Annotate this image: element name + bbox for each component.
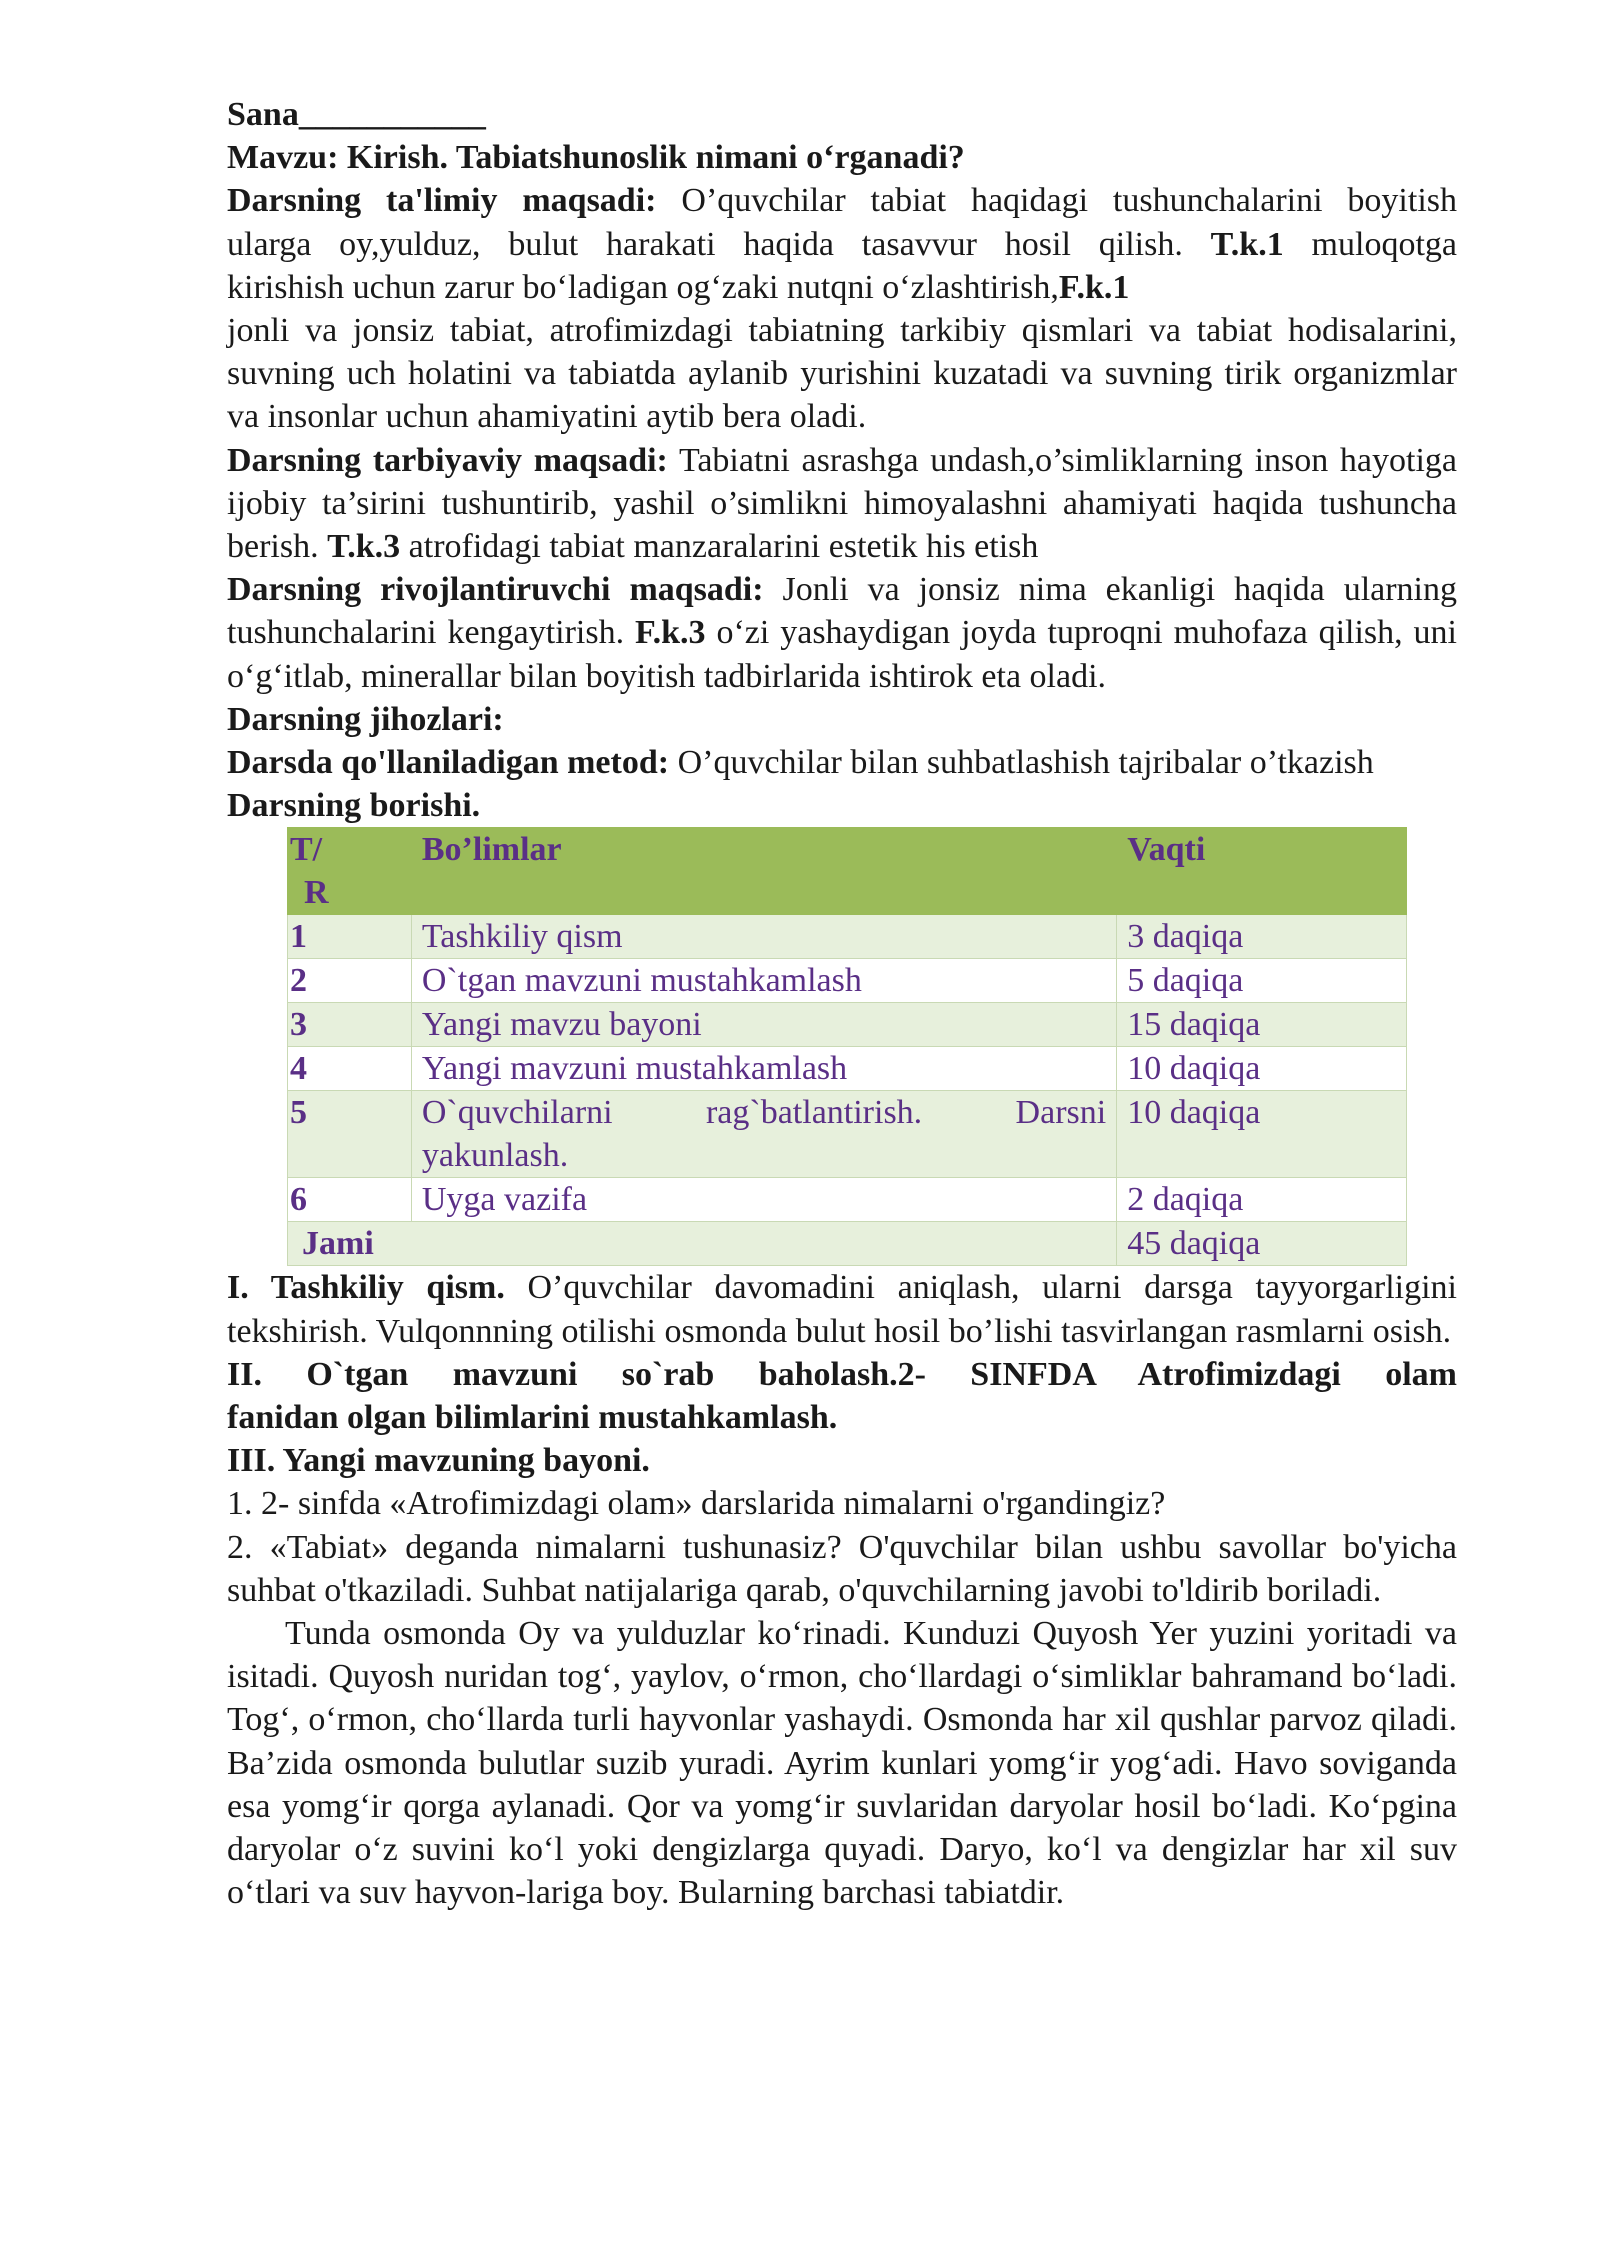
educational-goal-label: Darsning ta'limiy maqsadi: — [227, 182, 657, 220]
method-label: Darsda qo'llaniladigan metod: — [227, 744, 670, 782]
header-number: T/ R — [288, 828, 412, 915]
method-paragraph: Darsda qo'llaniladigan metod: O’quvchilar bilan suhbatlashish tajribalar o’tkazish — [227, 744, 1374, 782]
table-row: 3 Yangi mavzu bayoni 15 daqiqa — [288, 1003, 1407, 1047]
developmental-goal-label: Darsning rivojlantiruvchi maqsadi: — [227, 571, 764, 609]
table-header-row — [288, 828, 1407, 915]
section-2-heading: II. O`tgan mavzuni so`rab baholash.2- SINFDA Atrofimizdagi olam fanidan olgan bilimlarini mustahkamlash. — [227, 1355, 1457, 1437]
educational-goal: Darsning ta'limiy maqsadi: O’quvchilar tabiat haqidagi tushunchalarini boyitish ularga oy,yulduz, bulut harakati haqida tasavvur hosil qilish. T.k.1 muloqotga kirishish uchun zarur bo‘ladigan og‘zaki nutqni o‘zlashtirish,F.k.1 jonli va jonsiz tabiat, atrofimizdagi tabiatning tarkibiy qismlari va tabiat hodisalarini, suvning uch holatini va tabiatda aylanib yurishini kuzatadi va suvning tirik organizmlar va insonlar uchun ahamiyatini aytib bera oladi. — [227, 182, 1457, 436]
table-row: 2 O`tgan mavzuni mustahkamlash 5 daqiqa — [288, 959, 1407, 1003]
question-1: 1. 2- sinfda «Atrofimizdagi olam» darslarida nimalarni o'rgandingiz? — [227, 1485, 1166, 1523]
equipment-heading: Darsning jihozlari: — [227, 700, 504, 738]
question-2: 2. «Tabiat» deganda nimalarni tushunasiz? O'quvchilar bilan ushbu savollar bo'yicha suhbat o'tkaziladi. Suhbat natijalariga qarab, o'quvchilarning javobi to'ldirib boriladi. — [227, 1528, 1457, 1609]
total-label: Jami — [288, 1222, 1117, 1266]
upbringing-goal: Darsning tarbiyaviy maqsadi: Tabiatni asrashga undash,o’simliklarning inson hayotiga ijobiy ta’sirini tushuntirib, yashil o’simlikni himoyalashni ahamiyati haqida tushuncha berish. T.k.3 atrofidagi tabiat manzaralarini estetik his etish — [227, 441, 1458, 566]
table-row: 5 O`quvchilarni rag`batlantirish. Darsni yakunlash. 10 daqiqa — [288, 1091, 1407, 1178]
table-total-row — [288, 1222, 1407, 1266]
table-row: 1 Tashkiliy qism 3 daqiqa — [288, 915, 1407, 959]
nature-paragraph: Tunda osmonda Oy va yulduzlar ko‘rinadi. Kunduzi Quyosh Yer yuzini yoritadi va isitadi. Quyosh nuridan tog‘, yaylov, o‘rmon, cho‘llardagi o‘simliklar bahramand bo‘ladi. Tog‘, o‘rmon, cho‘llarda turli hayvonlar yashaydi. Osmonda har xil qushlar parvoz qiladi. Ba’zida osmonda bulutlar suzib yuradi. Ayrim kunlari yomg‘ir yog‘adi. Havo soviganda esa yomg‘ir qorga aylanadi. Qor va yomg‘ir suvlaridan daryolar hosil bo‘ladi. Ko‘pgina daryolar o‘z suvini ko‘l yoki dengizlarga quyadi. Daryo, ko‘l va dengizlar har xil suv o‘tlari va suv hayvon-lariga boy. Bularning barchasi tabiatdir. — [227, 1615, 1457, 1912]
section-1-label: I. Tashkiliy qism. — [227, 1269, 505, 1307]
developmental-goal: Darsning rivojlantiruvchi maqsadi: Jonli va jonsiz nima ekanligi haqida ularning tushunchalarini kengaytirish. F.k.3 o‘zi yashaydigan joyda tuproqni muhofaza qilish, uni o‘g‘itlab, minerallar bilan boyitish tadbirlarida ishtirok eta oladi. — [227, 571, 1458, 695]
total-time: 45 daqiqa — [1117, 1222, 1407, 1266]
date-line: Sana___________ — [227, 96, 486, 133]
header-sections: Bo’limlar — [411, 828, 1116, 915]
table-row: 6 Uyga vazifa 2 daqiqa — [288, 1178, 1407, 1222]
lesson-flow-heading: Darsning borishi. — [227, 787, 481, 825]
header-time: Vaqti — [1117, 828, 1407, 915]
lesson-topic: Mavzu: Kirish. Tabiatshunoslik nimani o‘rganadi? — [227, 139, 965, 177]
upbringing-goal-label: Darsning tarbiyaviy maqsadi: — [227, 441, 668, 479]
lesson-plan-table — [287, 827, 1407, 1266]
section-1-paragraph: I. Tashkiliy qism. O’quvchilar davomadini aniqlash, ularni darsga tayyorgarligini tekshirish. Vulqonnning otilishi osmonda bulut hosil bo’lishi tasvirlangan rasmlarni osish. — [227, 1269, 1457, 1350]
table-row: 4 Yangi mavzuni mustahkamlash 10 daqiqa — [288, 1047, 1407, 1091]
section-3-heading: III. Yangi mavzuning bayoni. — [227, 1442, 650, 1480]
document-page — [227, 93, 1457, 1915]
